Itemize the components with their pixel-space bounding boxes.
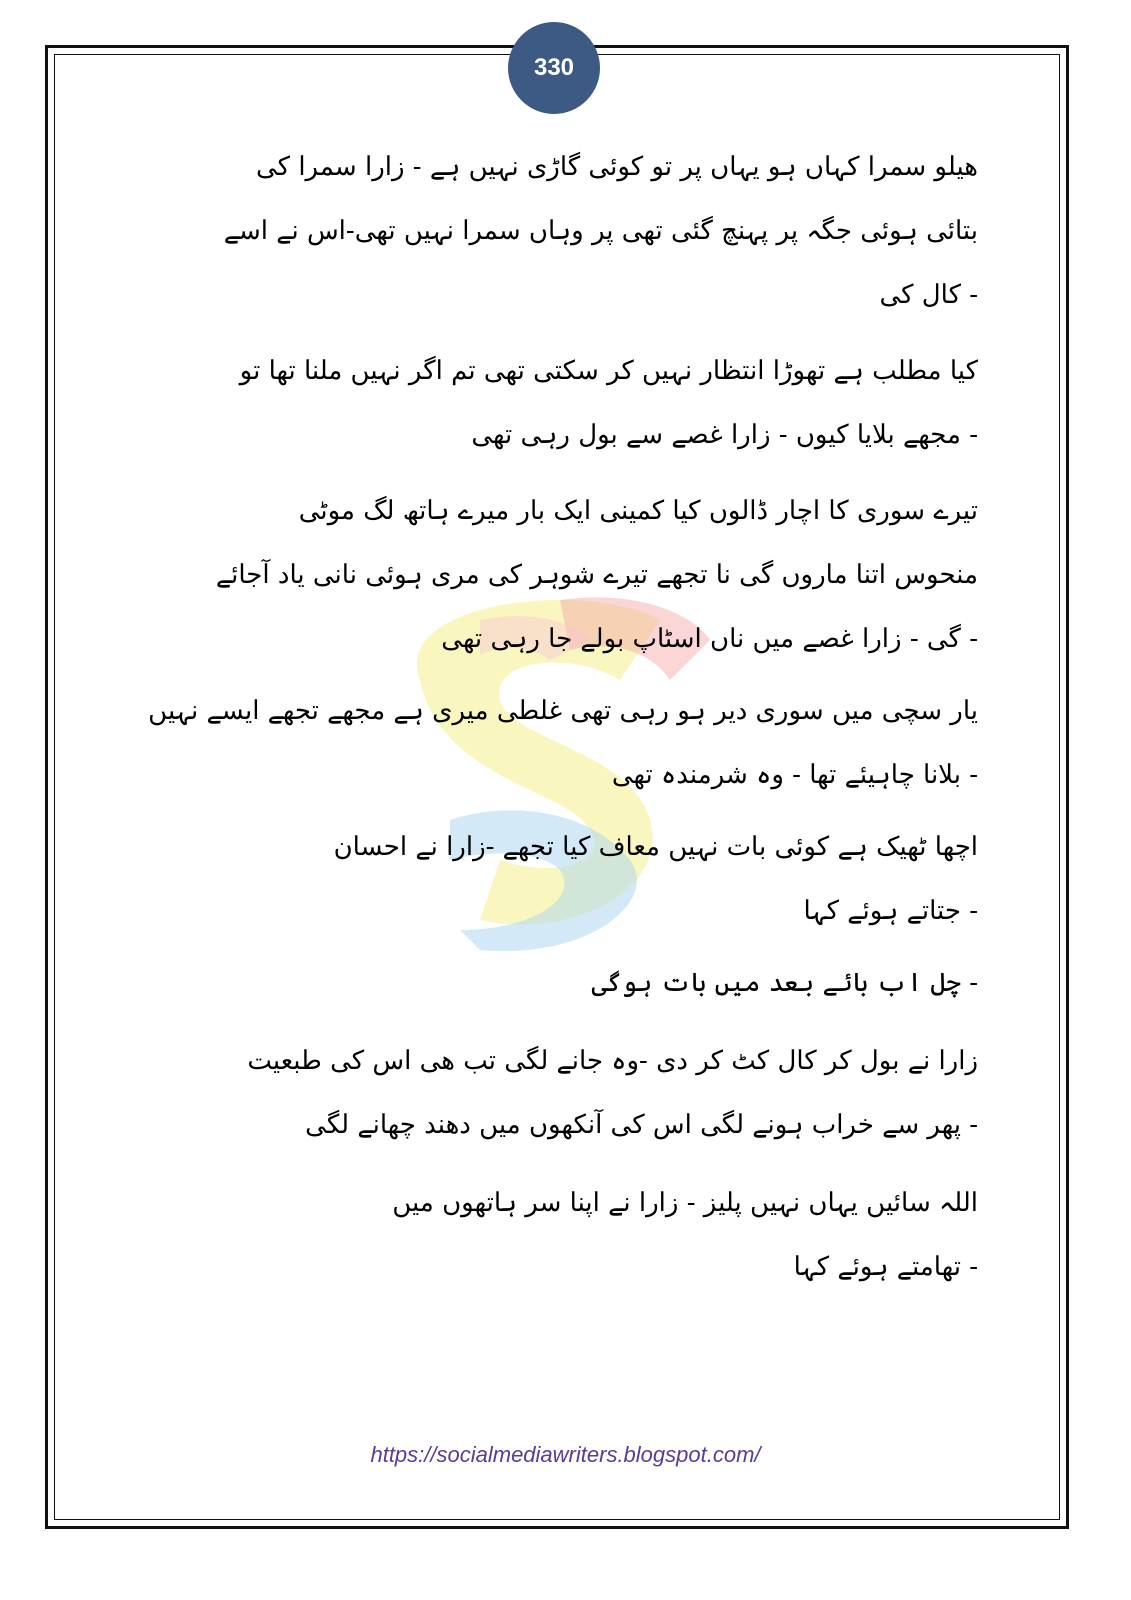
text-line: - کال کی	[879, 280, 978, 310]
text-line: بتائی ہوئی جگہ پر پہنچ گئی تھی پر وہاں سمرا نہیں تھی-اس نے اسے	[223, 216, 978, 246]
document-body	[140, 135, 978, 1299]
text-line: تیرے سوری کا اچار ڈالوں کیا کمینی ایک بار میرے ہاتھ لگ موٹی	[298, 496, 978, 526]
text-line: - مجھے بلایا کیوں - زارا غصے سے بول رہی تھی	[471, 420, 978, 450]
page-number-badge	[508, 22, 600, 114]
paragraph	[140, 339, 978, 467]
paragraph	[140, 479, 978, 671]
text-line: کیا مطلب ہے تھوڑا انتظار نہیں کر سکتی تھی تم اگر نہیں ملنا تھا تو	[239, 356, 978, 386]
text-line: - چل اب بائے بعد میں بات ہوگی	[591, 968, 978, 998]
footer-url-link[interactable]: https://socialmediawriters.blogspot.com/	[370, 1442, 761, 1467]
paragraph	[140, 1029, 978, 1157]
text-line: - گی - زارا غصے میں ناں اسٹاپ بولے جا رہی تھی	[441, 624, 978, 654]
text-line: اچھا ٹھیک ہے کوئی بات نہیں معاف کیا تجھے -زارا نے احسان	[333, 832, 978, 862]
text-line: - پھر سے خراب ہونے لگی اس کی آنکھوں میں دھند چھانے لگی	[305, 1110, 978, 1140]
text-line: - بلانا چاہیئے تھا - وہ شرمندہ تھی	[611, 760, 978, 790]
text-line: زارا نے بول کر کال کٹ کر دی -وہ جانے لگی تب ھی اس کی طبعیت	[247, 1046, 978, 1076]
text-line: ھیلو سمرا کہاں ہو یہاں پر تو کوئی گاڑی نہیں ہے - زارا سمرا کی	[256, 152, 978, 182]
text-line: اللہ سائیں یہاں نہیں پلیز - زارا نے اپنا سر ہاتھوں میں	[392, 1188, 978, 1218]
paragraph	[140, 679, 978, 807]
text-line: - جتاتے ہوئے کہا	[803, 896, 978, 926]
paragraph	[140, 135, 978, 327]
text-line: - تھامتے ہوئے کہا	[793, 1252, 978, 1282]
text-line: یار سچی میں سوری دیر ہو رہی تھی غلطی میری ہے مجھے تجھے ایسے نہیں	[148, 696, 978, 726]
text-line: منحوس اتنا ماروں گی نا تجھے تیرے شوہر کی مری ہوئی نانی یاد آجائے	[215, 560, 978, 590]
page-number: 330	[533, 54, 575, 81]
paragraph	[140, 815, 978, 943]
paragraph	[140, 1171, 978, 1299]
paragraph	[140, 951, 978, 1015]
